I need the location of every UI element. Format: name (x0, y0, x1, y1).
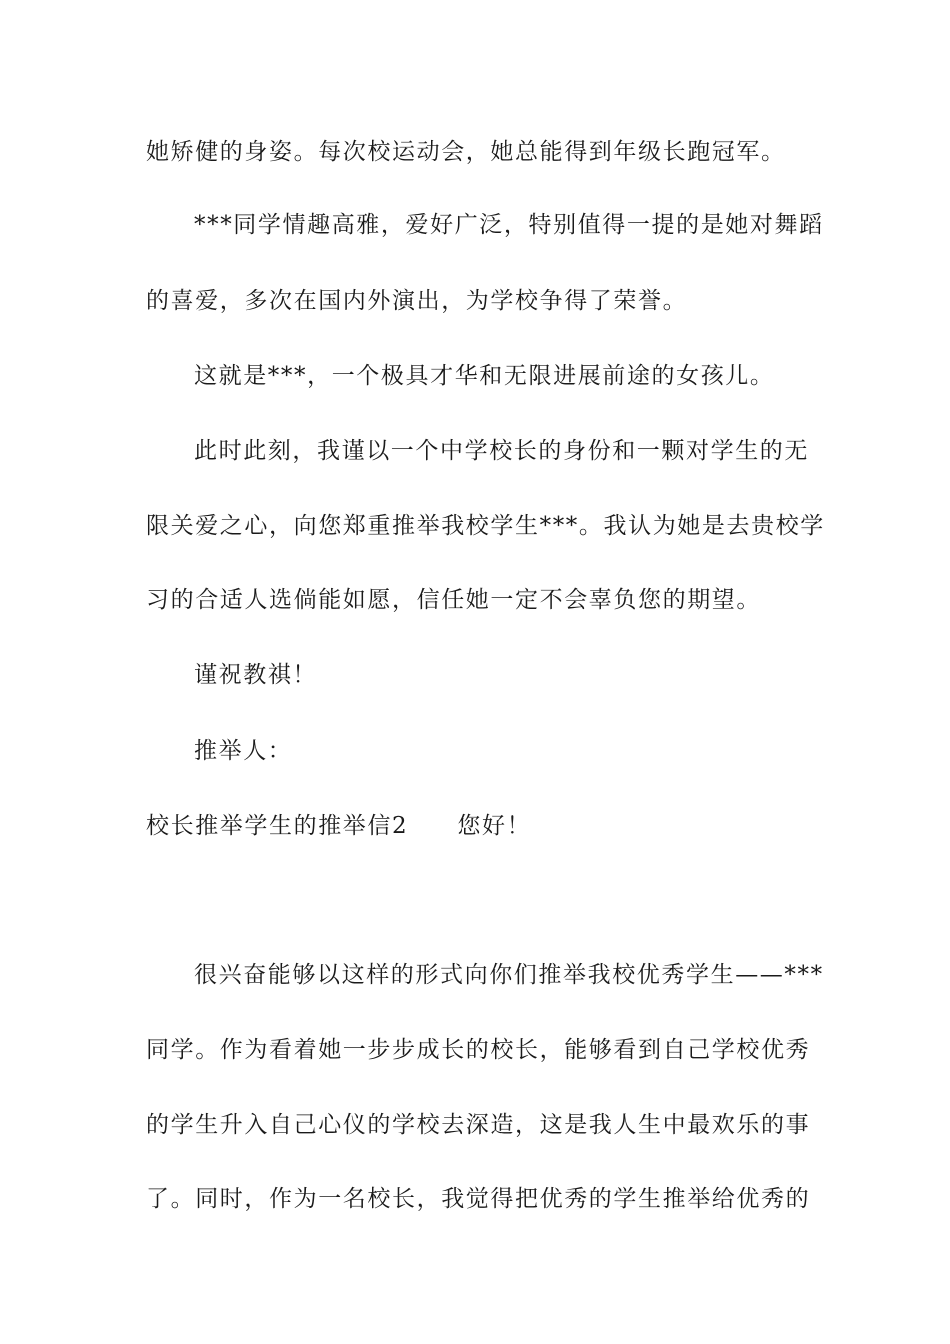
text-line: 的学生升入自己心仪的学校去深造，这是我人生中最欢乐的事 (146, 1112, 811, 1138)
text-line: 限关爱之心，向您郑重推举我校学生***。我认为她是去贵校学 (146, 513, 825, 539)
text-line: 谨祝教祺！ (194, 662, 317, 688)
text-line: 此时此刻，我谨以一个中学校长的身份和一颗对学生的无 (194, 438, 809, 464)
text-line: 习的合适人选倘能如愿，信任她一定不会辜负您的期望。 (146, 587, 761, 613)
text-line: 了。同时，作为一名校长，我觉得把优秀的学生推举给优秀的 (146, 1186, 811, 1212)
text-line: 很兴奋能够以这样的形式向你们推举我校优秀学生——*** (194, 962, 824, 988)
text-line: 同学。作为看着她一步步成长的校长，能够看到自己学校优秀 (146, 1037, 811, 1063)
text-line: 她矫健的身姿。每次校运动会，她总能得到年级长跑冠军。 (146, 139, 786, 165)
text-line: 这就是***，一个极具才华和无限进展前途的女孩儿。 (194, 363, 775, 389)
text-line: ***同学情趣高雅，爱好广泛，特别值得一提的是她对舞蹈 (194, 212, 824, 238)
text-line: 的喜爱，多次在国内外演出，为学校争得了荣誉。 (146, 288, 688, 314)
section-heading: 校长推举学生的推举信2 您好！ (146, 813, 532, 839)
text-line: 推举人： (194, 738, 293, 764)
